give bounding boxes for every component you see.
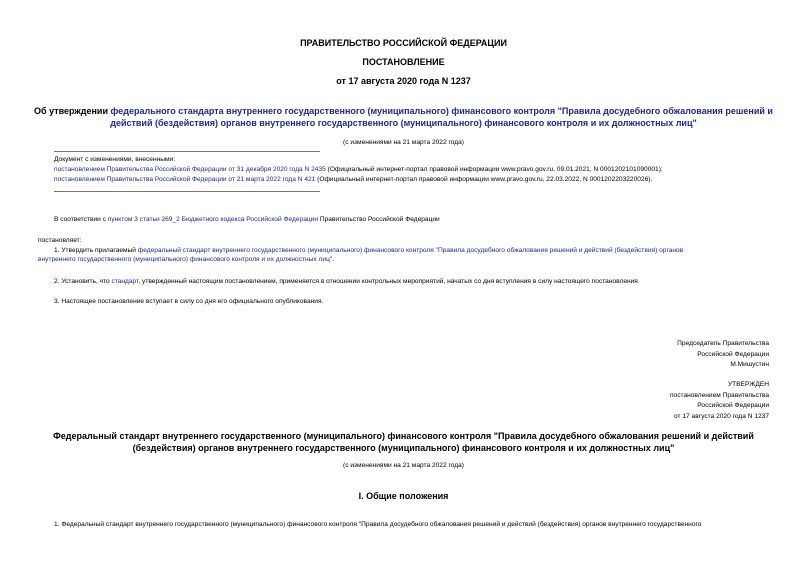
header-doc-type: ПОСТАНОВЛЕНИЕ	[362, 57, 445, 67]
signature-block	[677, 339, 769, 371]
approved-block	[670, 380, 769, 422]
item-1-line-2	[38, 256, 334, 263]
title-line-1	[0, 105, 807, 117]
approved-date: от 17 августа 2020 года N 1237	[674, 412, 769, 420]
item-2	[54, 278, 640, 285]
item-1-link-cont[interactable]: внутреннего государственного (муниципального) финансового контроля и их должностных лиц"	[38, 256, 333, 263]
change-1	[54, 166, 663, 173]
item-1-suffix: .	[332, 256, 335, 263]
standard-title-line-2: (бездействия) органов внутреннего государственного (муниципального) финансового контроля и их должностных лиц"	[132, 443, 675, 453]
change-2-text: (Официальный интернет-портал правовой информации www.pravo.gov.ru, 22.03.2022, N 0001202203220026).	[315, 176, 653, 183]
item-3: 3. Настоящее постановление вступает в силу со дня его официального опубликования.	[54, 298, 324, 305]
item-2-link[interactable]: стандарт	[111, 278, 139, 285]
header-government: ПРАВИТЕЛЬСТВО РОССИЙСКОЙ ФЕДЕРАЦИИ	[300, 38, 507, 48]
title-standard-link-cont[interactable]: действий (бездействия) органов внутреннего государственного (муниципального) финансового контроля и их должностных лиц"	[110, 118, 697, 128]
approved-country: Российской Федерации	[697, 402, 769, 409]
change-1-text: (Официальный интернет-портал правовой информации www.pravo.gov.ru, 09.01.2021, N 0001202101090001);	[325, 166, 663, 173]
signature-country: Российской Федерации	[697, 350, 769, 358]
document-title	[0, 105, 807, 129]
item-1-line-1	[54, 247, 683, 254]
item-2-suffix: , утвержденный настоящим постановлением, применяется в отношении контрольных мероприятий, начатых со дня вступления в силу настоящего постановления.	[138, 278, 640, 285]
approved-by: постановлением Правительства	[669, 391, 769, 399]
standard-amended-note: (с изменениями на 21 марта 2022 года)	[343, 462, 464, 469]
clause-1: 1. Федеральный стандарт внутреннего государственного (муниципального) финансового контроля "Правила досудебного обжалования решений и действий (бездействия) органов внутреннего государственного	[54, 521, 702, 528]
preamble-prefix: В соответствии с	[54, 216, 108, 223]
title-line-2	[0, 117, 807, 129]
change-2	[54, 176, 652, 183]
standard-title-line-1: Федеральный стандарт внутреннего государственного (муниципального) финансового контроля "Правила досудебного обжалования решений и действий	[53, 431, 754, 441]
section-heading: I. Общие положения	[358, 491, 449, 501]
separator-bottom	[54, 191, 320, 192]
item-2-prefix: 2. Установить, что	[54, 278, 112, 285]
item-1-prefix: 1. Утвердить прилагаемый	[54, 247, 138, 254]
signature-name: М.Мишустин	[730, 361, 769, 368]
preamble	[54, 216, 440, 223]
resolves-label: постановляет:	[38, 237, 82, 244]
change-1-link[interactable]: постановлением Правительства Российской Федерации от 31 декабря 2020 года N 2435	[54, 166, 326, 173]
separator-top	[54, 151, 320, 152]
item-1-link[interactable]: федеральный стандарт внутреннего государственного (муниципального) финансового контроля "Правила досудебного обжалования решений и действий (бездействия) органов	[137, 247, 684, 254]
signature-title: Председатель Правительства	[677, 340, 769, 347]
change-2-link[interactable]: постановлением Правительства Российской Федерации от 21 марта 2022 года N 421	[54, 176, 316, 183]
approved-label: УТВЕРЖДЕН	[727, 381, 769, 388]
title-standard-link[interactable]: федерального стандарта внутреннего государственного (муниципального) финансового контроля "Правила досудебного обжалования решений и	[110, 106, 773, 116]
preamble-link[interactable]: пунктом 3 статьи 269_2 Бюджетного кодекса Российской Федерации	[107, 216, 319, 223]
changes-heading: Документ с изменениями, внесенными:	[54, 156, 176, 163]
amended-note: (с изменениями на 21 марта 2022 года)	[343, 139, 464, 146]
preamble-suffix: Правительство Российской Федерации	[318, 216, 440, 223]
header-date-number: от 17 августа 2020 года N 1237	[336, 76, 471, 86]
standard-title	[0, 430, 807, 454]
title-prefix: Об утверждении	[34, 106, 111, 116]
